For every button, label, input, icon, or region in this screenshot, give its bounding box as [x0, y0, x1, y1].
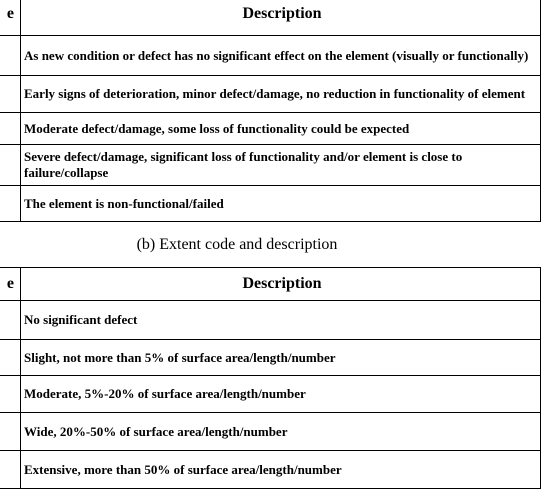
code-cell	[0, 451, 21, 489]
table-row	[0, 113, 541, 145]
code-cell	[0, 186, 21, 222]
condition-table	[0, 0, 541, 222]
code-column-header: e	[0, 0, 21, 36]
extent-table	[0, 267, 541, 489]
table-row	[0, 376, 541, 413]
code-cell	[0, 301, 21, 340]
code-column-header: e	[0, 268, 21, 301]
code-cell	[0, 113, 21, 145]
table-row	[0, 145, 541, 186]
description-cell: Slight, not more than 5% of surface area/length/number	[21, 340, 541, 376]
table-header-row	[0, 0, 541, 36]
code-cell	[0, 36, 21, 76]
table-caption: (b) Extent code and description	[136, 236, 338, 253]
code-cell	[0, 76, 21, 113]
table-row	[0, 36, 541, 76]
table-row	[0, 76, 541, 113]
code-cell	[0, 376, 21, 413]
table-row	[0, 301, 541, 340]
description-cell: Wide, 20%-50% of surface area/length/number	[21, 413, 541, 451]
description-cell: Early signs of deterioration, minor defect/damage, no reduction in functionality of element	[21, 76, 541, 113]
code-cell	[0, 413, 21, 451]
table-row	[0, 413, 541, 451]
description-cell: No significant defect	[21, 301, 541, 340]
code-cell	[0, 340, 21, 376]
description-column-header: Description	[21, 0, 541, 36]
description-cell: Moderate defect/damage, some loss of functionality could be expected	[21, 113, 541, 145]
description-cell: Extensive, more than 50% of surface area/length/number	[21, 451, 541, 489]
table-row	[0, 451, 541, 489]
table-row	[0, 340, 541, 376]
description-cell: Moderate, 5%-20% of surface area/length/number	[21, 376, 541, 413]
description-column-header: Description	[21, 268, 541, 301]
description-cell: The element is non-functional/failed	[21, 186, 541, 222]
description-cell: As new condition or defect has no significant effect on the element (visually or functionally)	[21, 36, 541, 76]
code-cell	[0, 145, 21, 186]
table-row	[0, 186, 541, 222]
description-cell: Severe defect/damage, significant loss of functionality and/or element is close to failure/collapse	[21, 145, 541, 186]
table-header-row	[0, 268, 541, 301]
